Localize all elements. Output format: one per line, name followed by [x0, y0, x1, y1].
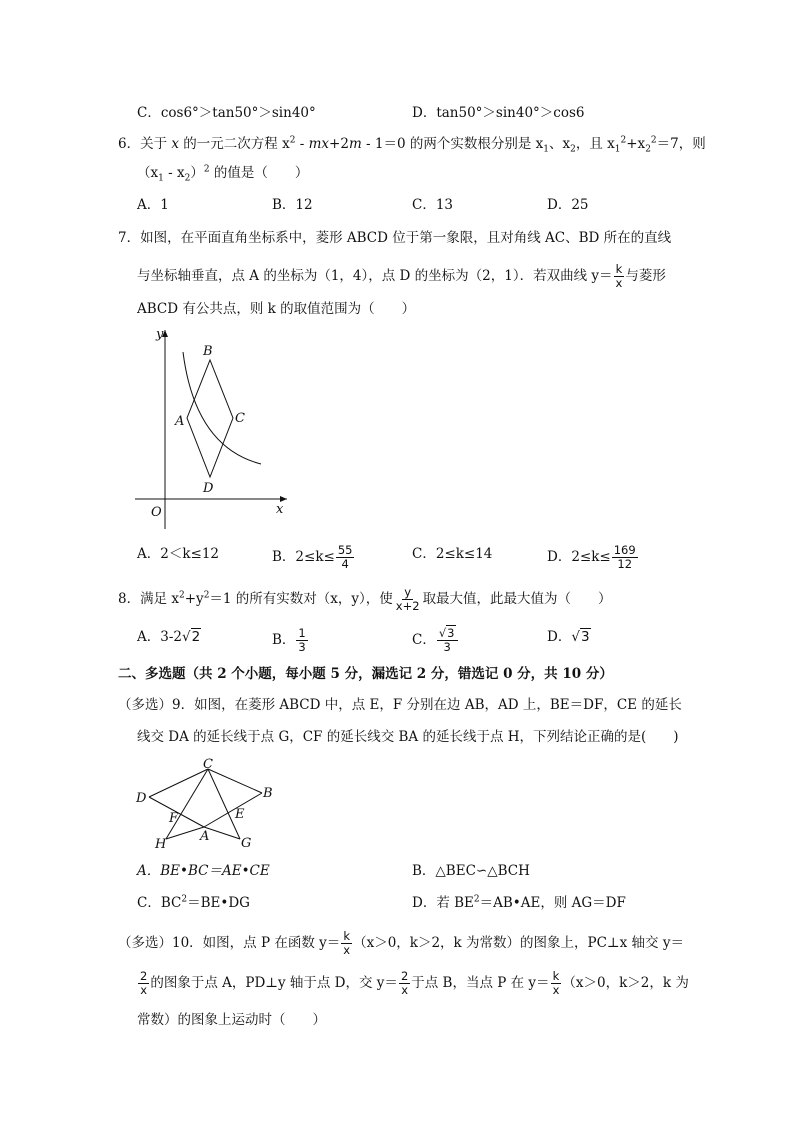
- q6-option-d: D．25: [547, 197, 589, 213]
- rhombus-abcd: [187, 360, 233, 477]
- label-y: y: [156, 327, 164, 342]
- q8-stem: 8．满足 $x^2+y^2=1$ 的所有实数对（x，y），使 $\frac{y}{x+2}$ 取最大值，此最大值为（ ）: [118, 585, 612, 613]
- label-d: D: [136, 791, 147, 806]
- q9-option-b: B．△BEC∽△BCH: [412, 863, 530, 879]
- label-g: G: [241, 836, 252, 851]
- label-b: B: [263, 786, 273, 801]
- q10-stem-line2: $\frac{2}{x}$ 的图象于点 A，PD⊥y 轴于点 D，交 y＝ $\frac{2}{x}$ 于点 B，当点 P 在 y＝ $\frac{k}{x}$ （x＞0，k＞2，k 为: [140, 969, 689, 997]
- q9-option-d: D．若 $BE^2=AB•AE$，则 AG＝DF: [412, 894, 626, 911]
- q6-option-a: A．1: [137, 197, 169, 213]
- q7-stem-line3: ABCD 有公共点，则 k 的取值范围为（ ）: [137, 301, 416, 317]
- q5-option-d: D．tan50°＞sin40°＞cos6: [412, 105, 585, 121]
- q7-option-a: A．2＜k≤12: [137, 546, 220, 562]
- q8-option-b: B． $\frac{1}{3}$: [272, 626, 306, 654]
- q10-stem-line1: （多选）10．如图，点 P 在函数 y＝ $\frac{k}{x}$ （x＞0，k＞2，k 为常数）的图象上，PC⊥x 轴交 y＝: [118, 929, 684, 957]
- q8-option-c: C． $\frac{√3}{3}$: [412, 627, 459, 654]
- label-c: C: [235, 411, 245, 426]
- q9-option-c: C．$BC^2=BE•DG$: [137, 894, 250, 911]
- section2-title: 二、多选题（共 2 个小题，每小题 5 分，漏选记 2 分，错选记 0 分，共 10 分）: [118, 666, 613, 682]
- q10-stem-line3: 常数）的图象上运动时（ ）: [137, 1012, 326, 1028]
- label-b: B: [203, 344, 213, 359]
- label-e: E: [235, 807, 245, 822]
- label-x: x: [276, 502, 284, 517]
- q6-option-b: B．12: [272, 197, 313, 213]
- q6-stem-line1: 6．关于 x 的一元二次方程 $x^2 - mx+2m - 1=0$ 的两个实数根分别是 $x_1$、$x_2$，且 $x_1^2+x_2^2=7$，则: [118, 135, 706, 155]
- q6-option-c: C．13: [412, 197, 454, 213]
- label-h: H: [155, 837, 167, 852]
- q6-stem-line2: $(x_1 - x_2)^2$ 的值是（ ）: [137, 164, 309, 184]
- q9-option-a: A．BE•BC＝AE•CE: [137, 863, 270, 879]
- q5-option-c: C．cos6°＞tan50°＞sin40°: [137, 105, 316, 121]
- q7-stem-line2: 与坐标轴垂直，点 A 的坐标为（1，4），点 D 的坐标为（2，1）．若双曲线 y＝ $\frac{k}{x}$ 与菱形: [137, 262, 666, 290]
- q7-rhombus-figure: [135, 322, 295, 532]
- q7-stem-line1: 7．如图，在平面直角坐标系中，菱形 ABCD 位于第一象限，且对角线 AC、BD 所在的直线: [118, 230, 672, 246]
- q8-option-a: A．3-2√2: [137, 629, 201, 645]
- q9-rhombus-figure: [132, 755, 282, 855]
- label-f: F: [169, 811, 179, 826]
- q7-option-c: C．2≤k≤14: [412, 546, 493, 562]
- label-a: A: [200, 829, 210, 844]
- q9-stem-line1: （多选）9．如图，在菱形 ABCD 中，点 E，F 分别在边 AB，AD 上，BE＝DF，CE 的延长: [118, 697, 682, 713]
- label-d: D: [203, 481, 214, 496]
- label-a: A: [175, 414, 185, 429]
- label-c: C: [203, 757, 213, 772]
- q7-option-d: D．2≤k≤ $\frac{169}{12}$: [547, 543, 636, 571]
- q9-stem-line2: 线交 DA 的延长线于点 G，CF 的延长线交 BA 的延长线于点 H，下列结论正确的是( ): [137, 729, 679, 745]
- q7-option-b: B．2≤k≤ $\frac{55}{4}$: [272, 543, 353, 571]
- label-o: O: [151, 505, 162, 520]
- q8-option-d: D．√3: [547, 629, 590, 645]
